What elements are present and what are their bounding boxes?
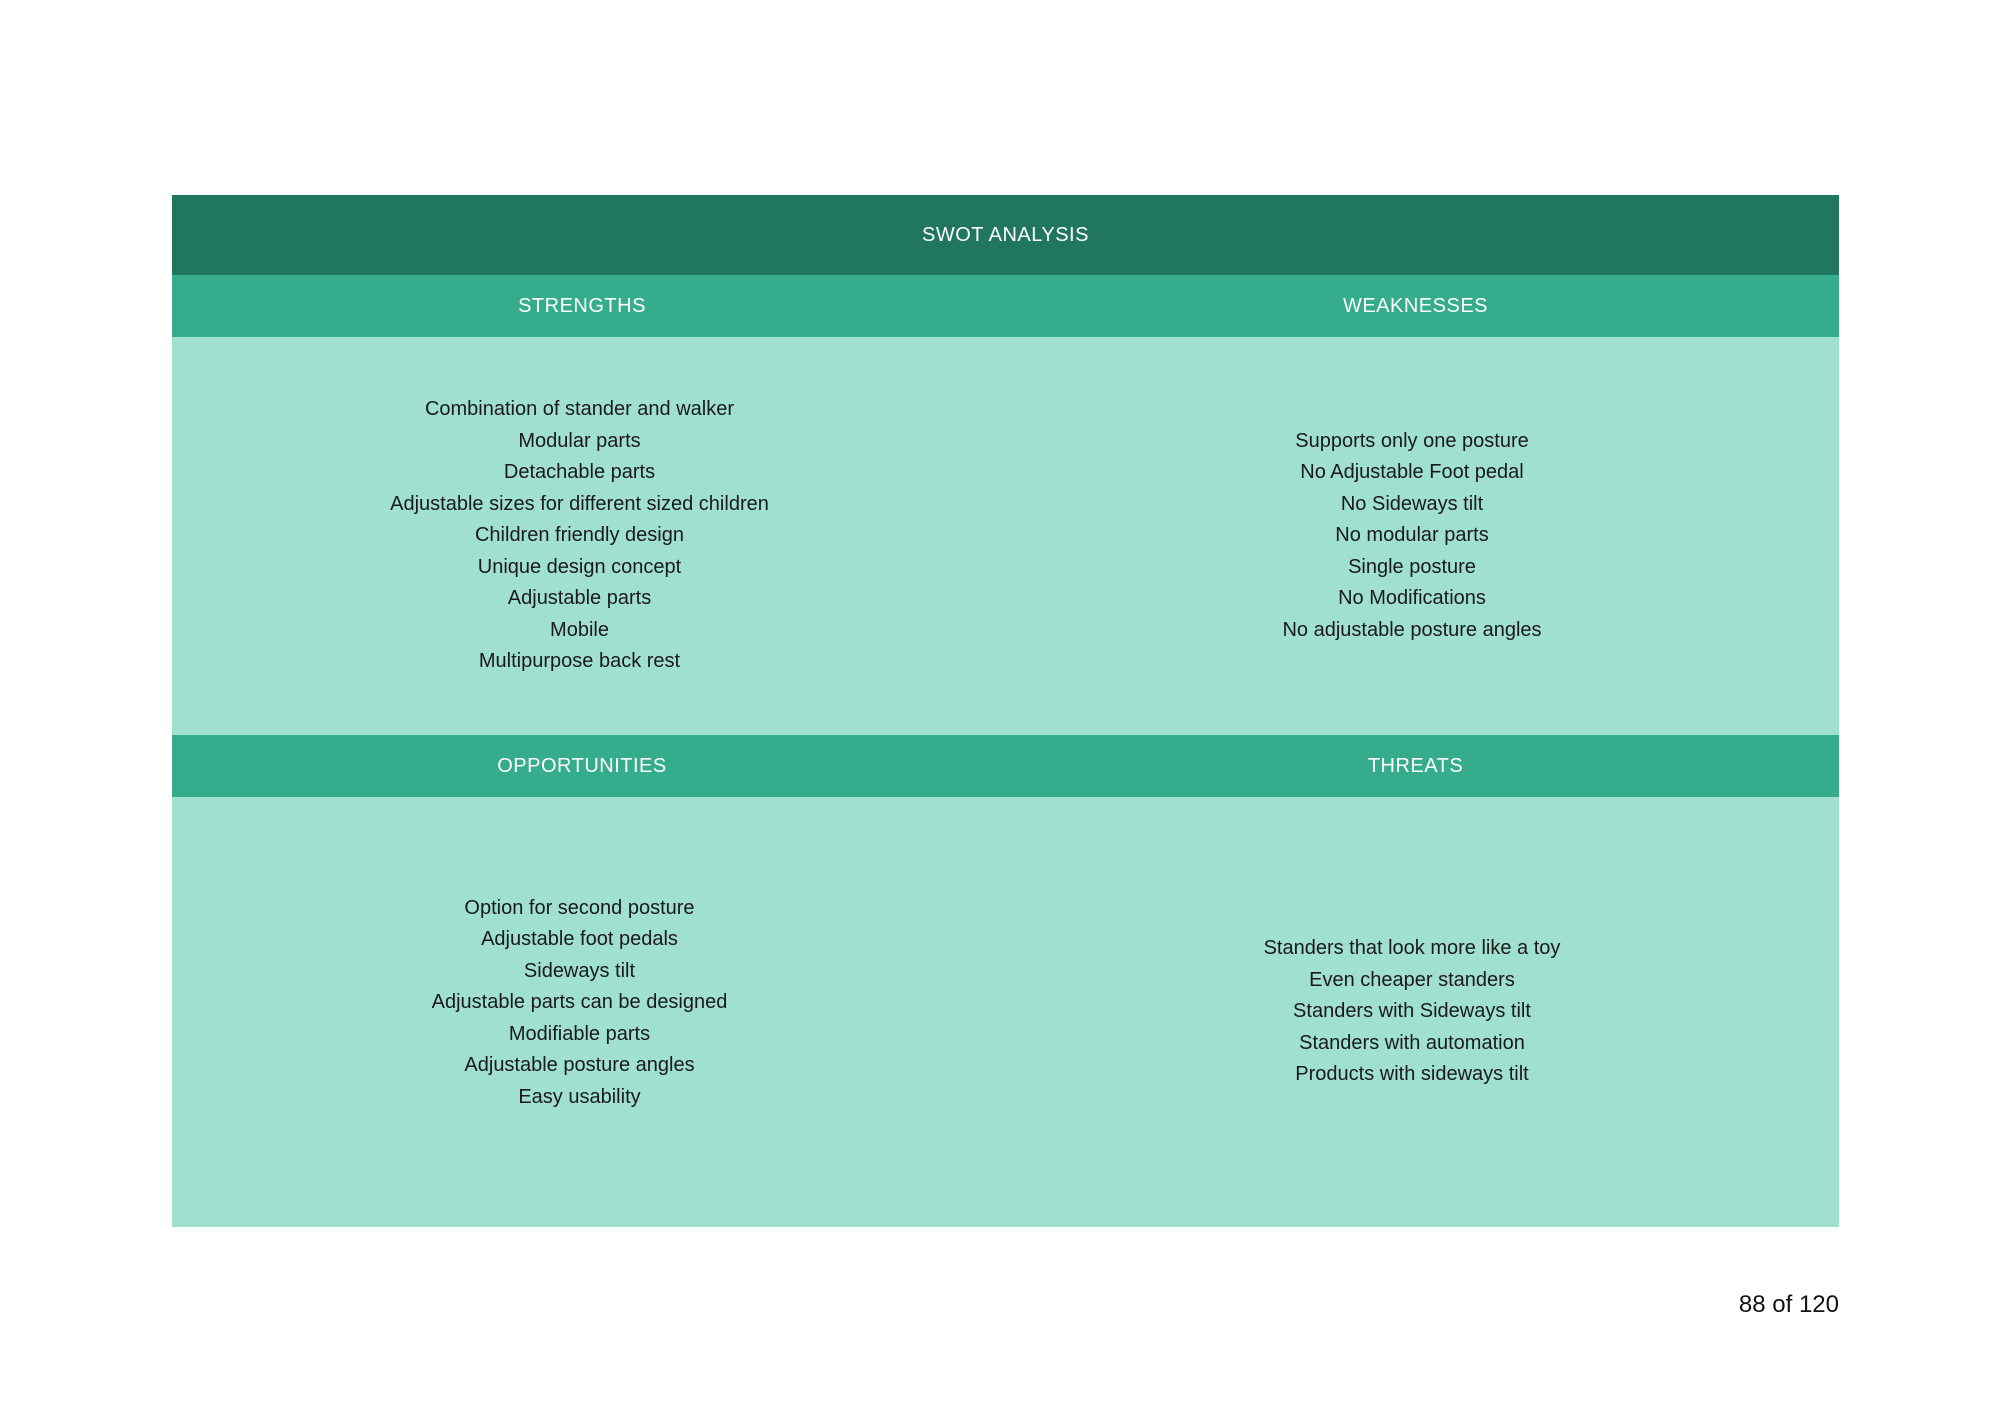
list-item: Multipurpose back rest [478, 650, 681, 673]
list-item: No Adjustable Foot pedal [1300, 461, 1524, 484]
opportunities-cell [172, 797, 987, 1227]
list-item: No adjustable posture angles [1282, 618, 1542, 641]
opportunities-heading: OPPORTUNITIES [497, 754, 667, 777]
list-item: Option for second posture [464, 896, 695, 919]
list-item: Combination of stander and walker [424, 398, 735, 421]
top-header-row [172, 275, 1839, 337]
list-item: Easy usability [518, 1085, 641, 1108]
list-item: Standers with Sideways tilt [1293, 1000, 1531, 1023]
weaknesses-heading: WEAKNESSES [1342, 294, 1489, 317]
weaknesses-cell [992, 337, 1832, 735]
weaknesses-list [1282, 426, 1541, 647]
page-number: 88 of 120 [1738, 1291, 1839, 1318]
list-item: Adjustable parts can be designed [431, 991, 728, 1014]
list-item: Adjustable foot pedals [481, 928, 678, 951]
bottom-header-row [172, 735, 1839, 797]
list-item: Sideways tilt [523, 959, 636, 982]
list-item: Detachable parts [503, 461, 656, 484]
list-item: Mobile [550, 618, 609, 641]
list-item: Unique design concept [477, 555, 682, 578]
threats-cell [992, 797, 1832, 1227]
strengths-list [390, 394, 769, 678]
list-item: Single posture [1348, 555, 1476, 578]
list-item: No modular parts [1335, 524, 1489, 547]
list-item: Standers that look more like a toy [1263, 937, 1561, 960]
list-item: Supports only one posture [1295, 429, 1529, 452]
opportunities-list [432, 893, 728, 1114]
threats-list [1264, 933, 1561, 1091]
swot-table [172, 195, 1839, 1227]
list-item: Even cheaper standers [1309, 968, 1515, 991]
swot-title: SWOT ANALYSIS [172, 195, 1839, 275]
strengths-cell [172, 337, 987, 735]
list-item: Adjustable sizes for different sized children [390, 492, 769, 515]
list-item: Children friendly design [474, 524, 684, 547]
list-item: No Modifications [1338, 587, 1486, 610]
threats-heading: THREATS [1367, 754, 1464, 777]
strengths-heading: STRENGTHS [518, 294, 646, 317]
list-item: Adjustable posture angles [464, 1054, 695, 1077]
list-item: Adjustable parts [507, 587, 652, 610]
list-item: Products with sideways tilt [1295, 1063, 1529, 1086]
list-item: Modular parts [518, 429, 641, 452]
list-item: Modifiable parts [508, 1022, 651, 1045]
list-item: Standers with automation [1299, 1031, 1525, 1054]
list-item: No Sideways tilt [1340, 492, 1484, 515]
